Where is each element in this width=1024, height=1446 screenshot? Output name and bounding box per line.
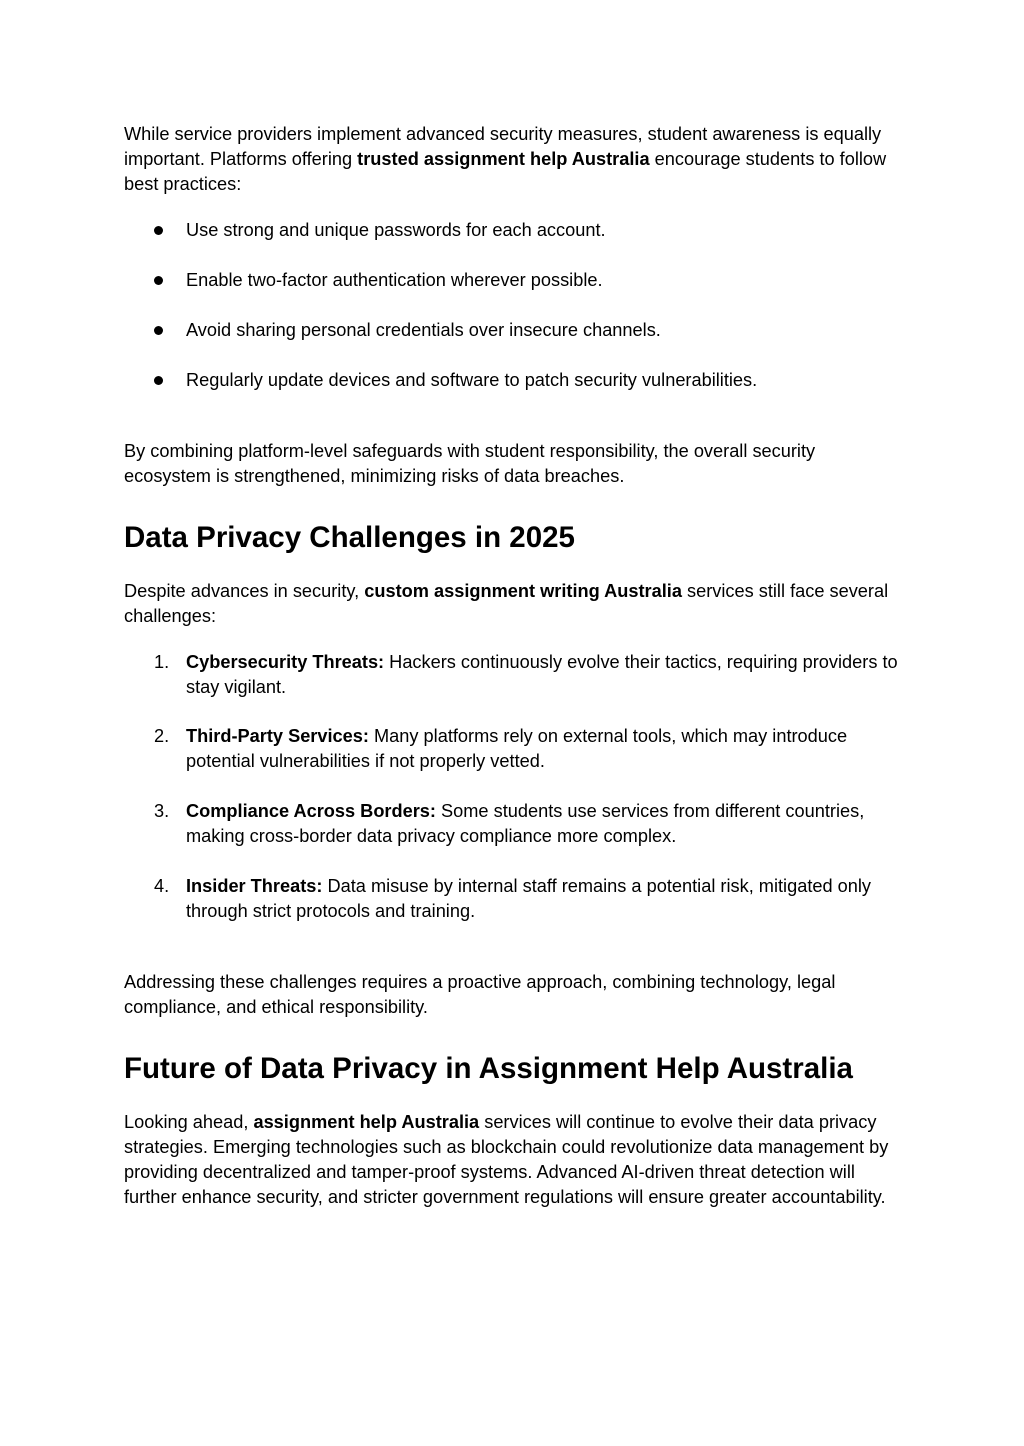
- future-paragraph: [124, 1110, 904, 1210]
- list-item-title: Insider Threats:: [186, 876, 323, 896]
- future-text-end: services will continue to evolve their data privacy strategies. Emerging technologies such as blockchain could revolutionize data management by providing decentralized and tamper-proof systems. Advanced AI-driven threat detection will further enhance security, and stricter government regulations will ensure greater accountability.: [124, 1112, 889, 1207]
- list-item-text: [186, 724, 916, 774]
- summary-paragraph: By combining platform-level safeguards with student responsibility, the overall security ecosystem is strengthened, minimizing risks of data breaches.: [124, 441, 816, 486]
- intro-keyword: trusted assignment help Australia: [357, 149, 650, 169]
- list-number: 4.: [154, 876, 170, 896]
- challenges-intro-text: Despite advances in security,: [124, 581, 365, 601]
- bullet-icon: [154, 226, 163, 235]
- list-item-body: Data misuse by internal staff remains a potential risk, mitigated only through strict protocols and training.: [186, 876, 872, 921]
- challenges-intro-text-end: services still face several challenges:: [124, 581, 889, 626]
- challenges-intro-keyword: custom assignment writing Australia: [364, 581, 682, 601]
- bullet-icon: [154, 326, 163, 335]
- challenges-intro-paragraph: [124, 579, 904, 629]
- list-item-text: Regularly update devices and software to patch security vulnerabilities.: [186, 370, 758, 390]
- list-item-title: Third-Party Services:: [186, 726, 369, 746]
- list-item-title: Compliance Across Borders:: [186, 801, 436, 821]
- list-number: 1.: [154, 652, 170, 672]
- challenges-closing-paragraph: Addressing these challenges requires a proactive approach, combining technology, legal compliance, and ethical responsibility.: [124, 972, 836, 1017]
- list-item-body: Many platforms rely on external tools, which may introduce potential vulnerabilities if not properly vetted.: [186, 726, 848, 771]
- list-number: 2.: [154, 726, 170, 746]
- list-item-title: Cybersecurity Threats:: [186, 652, 385, 672]
- list-item-body: Hackers continuously evolve their tactics, requiring providers to stay vigilant.: [186, 652, 898, 697]
- list-item-text: [186, 650, 916, 700]
- intro-text: While service providers implement advanced security measures, student awareness is equally important. Platforms offering: [124, 124, 882, 169]
- list-item-text: Enable two-factor authentication wherever possible.: [186, 270, 603, 290]
- future-text: Looking ahead,: [124, 1112, 254, 1132]
- intro-paragraph: [124, 122, 904, 197]
- section-heading-challenges: Data Privacy Challenges in 2025: [124, 521, 575, 554]
- bullet-icon: [154, 276, 163, 285]
- bullet-icon: [154, 376, 163, 385]
- list-item-text: Avoid sharing personal credentials over insecure channels.: [186, 320, 661, 340]
- future-keyword: assignment help Australia: [253, 1112, 480, 1132]
- intro-text-end: encourage students to follow best practices:: [124, 149, 887, 194]
- list-item-text: [186, 874, 916, 924]
- list-item-text: [186, 799, 916, 849]
- list-item-text: Use strong and unique passwords for each account.: [186, 220, 606, 240]
- list-number: 3.: [154, 801, 170, 821]
- section-heading-future: Future of Data Privacy in Assignment Help Australia: [124, 1052, 853, 1085]
- list-item-body: Some students use services from different countries, making cross-border data privacy compliance more complex.: [186, 801, 865, 846]
